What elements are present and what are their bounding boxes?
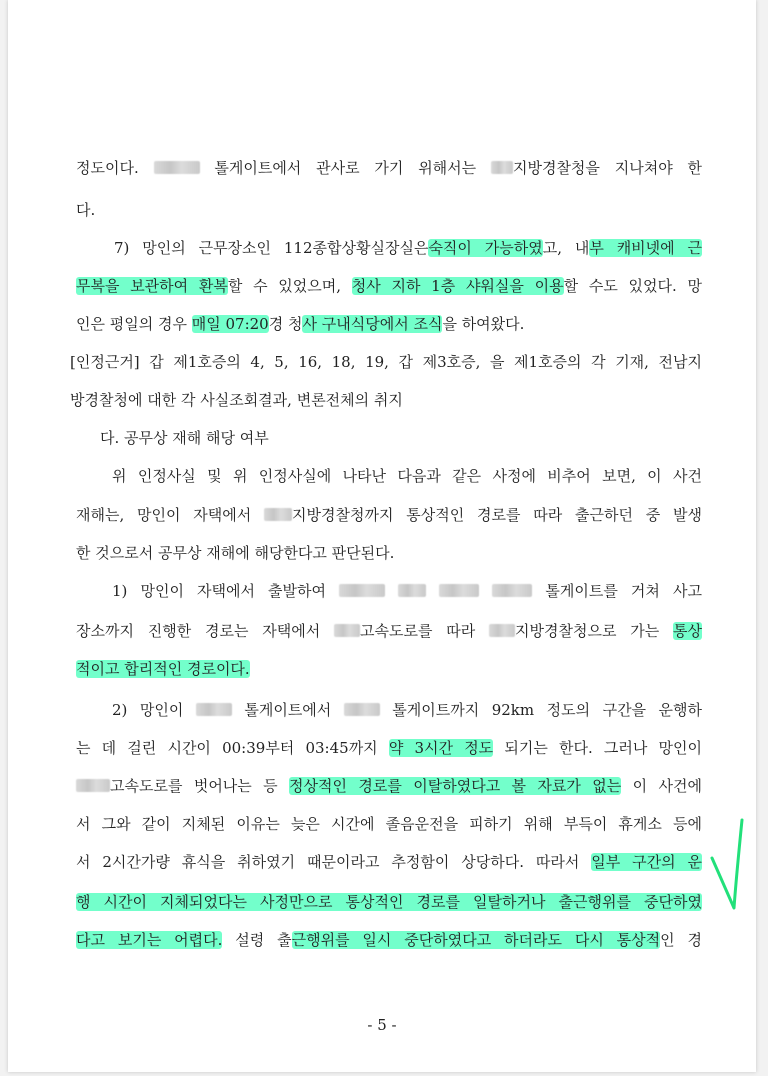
text-line: [인정근거] 갑 제1호증의 4, 5, 16, 18, 19, 갑 제3호증, 을 제1호증의 각 기재, 전남지 [70, 353, 702, 371]
redacted-place [339, 584, 385, 597]
text-line [76, 892, 702, 912]
section-heading: 다. 공무상 재해 해당 여부 [100, 429, 269, 447]
highlight: 적이고 합리적인 경로이다. [76, 660, 250, 678]
redacted-place [196, 703, 232, 716]
checkmark-icon [708, 810, 748, 920]
text-line: 7) 망인의 근무장소인 112종합상황실장실은숙직이 가능하였고, 내부 캐비넷에 근 [114, 239, 702, 257]
text-line: 다. [76, 201, 96, 219]
highlight: 사 구내식당에서 조식 [302, 315, 443, 333]
highlight: 정상적인 경로를 이탈하였다고 볼 자료가 없는 [289, 777, 622, 795]
redacted-place [334, 624, 360, 637]
text-line: 다고 보기는 어렵다. 설령 출근행위를 일시 중단하였다고 하더라도 다시 통상적인 경 [76, 931, 702, 949]
text-line: 위 인정사실 및 위 인정사실에 나타난 다음과 같은 사정에 비추어 보면, 이 사건 [112, 467, 702, 485]
redacted-place [76, 779, 110, 792]
redacted-place [264, 508, 292, 521]
redacted-place [398, 584, 426, 597]
text-line: 2) 망인이 톨게이트에서 톨게이트까지 92km 정도의 구간을 운행하 [112, 701, 703, 719]
text-line: 서 그와 같이 지체된 이유는 늦은 시간에 졸음운전을 피하기 위해 부득이 휴게소 등에 [76, 815, 702, 833]
text-line: 재해는, 망인이 자택에서 지방경찰청까지 통상적인 경로를 따라 출근하던 중 발생 [76, 506, 702, 524]
highlight: 행 시간이 지체되었다는 사정만으로 통상적인 경로를 일탈하거나 출근행위를 중단하였 [76, 893, 702, 911]
text-line: 장소까지 진행한 경로는 자택에서 고속도로를 따라 지방경찰청으로 가는 통상 [76, 622, 703, 640]
text-line: 1) 망인이 자택에서 출발하여 톨게이트를 거쳐 사고 [112, 582, 702, 600]
text-line [76, 659, 702, 679]
highlight: 부 캐비넷에 근 [589, 239, 702, 257]
text-line: 는 데 걸린 시간이 00:39부터 03:45까지 약 3시간 정도 되기는 한다. 그러나 망인이 [76, 739, 702, 757]
redacted-place [344, 703, 380, 716]
highlight: 무복을 보관하여 환복 [76, 277, 228, 295]
document-page [8, 0, 756, 1072]
highlight: 일부 구간의 운 [591, 853, 702, 871]
redacted-place [439, 584, 479, 597]
page-number: - 5 - [367, 1016, 397, 1034]
highlight: 근행위를 일시 중단하였다고 하더라도 다시 통상적 [291, 931, 661, 949]
highlight: 약 3시간 정도 [388, 739, 494, 757]
text-line: 정도이다. 톨게이트에서 관사로 가기 위해서는 지방경찰청을 지나쳐야 한 [76, 159, 702, 177]
text-line: 무복을 보관하여 환복할 수 있었으며, 청사 지하 1층 샤워실을 이용할 수도 있었다. 망 [76, 277, 702, 295]
text-line: 고속도로를 벗어나는 등 정상적인 경로를 이탈하였다고 볼 자료가 없는 이 사건에 [76, 776, 702, 796]
highlight: 숙직이 가능하였 [428, 239, 543, 257]
text-line: 한 것으로서 공무상 재해에 해당한다고 판단된다. [76, 544, 395, 562]
redacted-place [491, 161, 513, 174]
redacted-place [489, 624, 515, 637]
redacted-place [492, 584, 532, 597]
highlight: 청사 지하 1층 샤워실을 이용 [351, 277, 564, 295]
highlight: 다고 보기는 어렵다. [76, 931, 223, 949]
text-line: 인은 평일의 경우 매일 07:20경 청사 구내식당에서 조식을 하여왔다. [76, 315, 525, 333]
highlight: 매일 07:20 [191, 315, 269, 333]
text-line: 서 2시간가량 휴식을 취하였기 때문이라고 추정함이 상당하다. 따라서 일부 구간의 운 [76, 853, 702, 871]
redacted-place [154, 161, 200, 174]
highlight: 통상 [673, 622, 703, 640]
text-line: 방경찰청에 대한 각 사실조회결과, 변론전체의 취지 [70, 391, 403, 409]
